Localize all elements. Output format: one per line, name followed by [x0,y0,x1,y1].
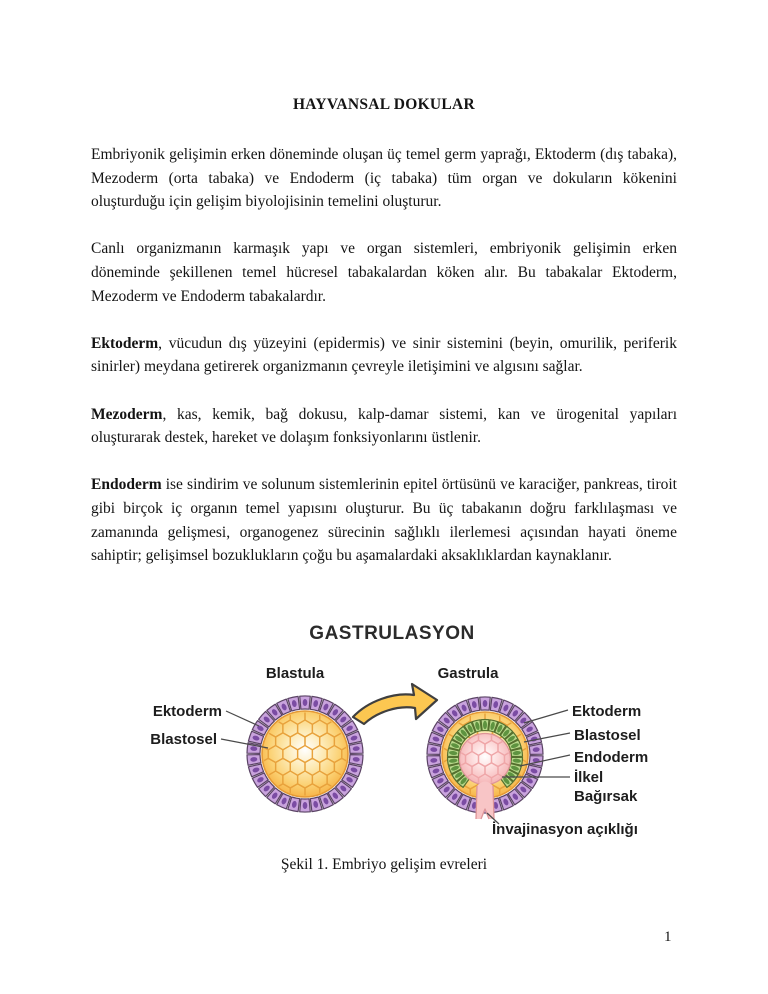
paragraph-text: ise sindirim ve solunum sistemlerinin epitel örtüsünü ve karaciğer, pankreas, tiroit gibi birçok iç organın temel yapısını oluşturur. Bu üç tabakanın doğru farklılaşması ve zamanında gelişmesi, organogenez sürecinin sağlıklı ilerlemesi açısından hayati öneme sahiptir; gelişimsel bozuklukların çoğu bu aşamalardaki aksaklıklardan kaynaklanır. [91,476,677,565]
page-title: HAYVANSAL DOKULAR [292,96,476,113]
page-number: 1 [664,929,672,945]
term-bold: Ektoderm [91,334,159,352]
blastula-stage-label: Blastula [265,665,325,682]
label-ektoderm-left: Ektoderm [152,703,222,720]
blastula-diagram [247,695,363,814]
label-invajinasyon: İnvajinasyon açıklığı [492,821,638,838]
figure-caption: Şekil 1. Embriyo gelişim evreleri [280,856,488,873]
paragraph-text: , kas, kemik, bağ dokusu, kalp-damar sistemi, kan ve ürogenital yapıları oluşturarak destek, hareket ve dolaşım fonksiyonlarını üstlenir. [91,405,677,447]
label-endoderm: Endoderm [574,749,649,766]
document-body [91,96,677,591]
paragraph-text: Embriyonik gelişimin erken döneminde oluşan üç temel germ yaprağı, Ektoderm (dış tabaka), Mezoderm (orta tabaka) ve Endoderm (iç tabaka) tüm organ ve dokuların kökenini oluşturduğu için gelişim biyolojisinin temelini oluşturur. [91,146,677,211]
figure-title: GASTRULASYON [309,623,475,644]
label-blastosel-right: Blastosel [574,727,641,744]
term-bold: Mezoderm [91,405,163,423]
paragraph-text: , vücudun dış yüzeyini (epidermis) ve sinir sistemini (beyin, omurilik, periferik sinirler) meydana getirerek organizmanın çevreyle iletişimini ve algısını sağlar. [91,334,677,376]
gastrula-diagram [427,696,543,820]
term-bold: Endoderm [91,476,162,494]
arrow-icon [353,684,437,724]
paragraph-text: Canlı organizmanın karmaşık yapı ve organ sistemleri, embriyonik gelişimin erken döneminde şekillenen temel hücresel tabakalardan köken alır. Bu tabakalar Ektoderm, Mezoderm ve Endoderm tabakalardır. [91,240,677,305]
paragraph-endoderm [91,473,677,567]
paragraph-ektoderm [91,332,677,379]
paragraph-mezoderm [91,403,677,450]
label-blastosel-left: Blastosel [150,731,217,748]
figure-gastrulation [0,620,768,858]
paragraph-intro [91,143,677,214]
label-ilkel-bagirsak: İlkel Bağırsak [574,769,638,805]
paragraph-layers [91,237,677,308]
gastrula-stage-label: Gastrula [437,665,499,682]
label-ektoderm-right: Ektoderm [572,703,642,720]
